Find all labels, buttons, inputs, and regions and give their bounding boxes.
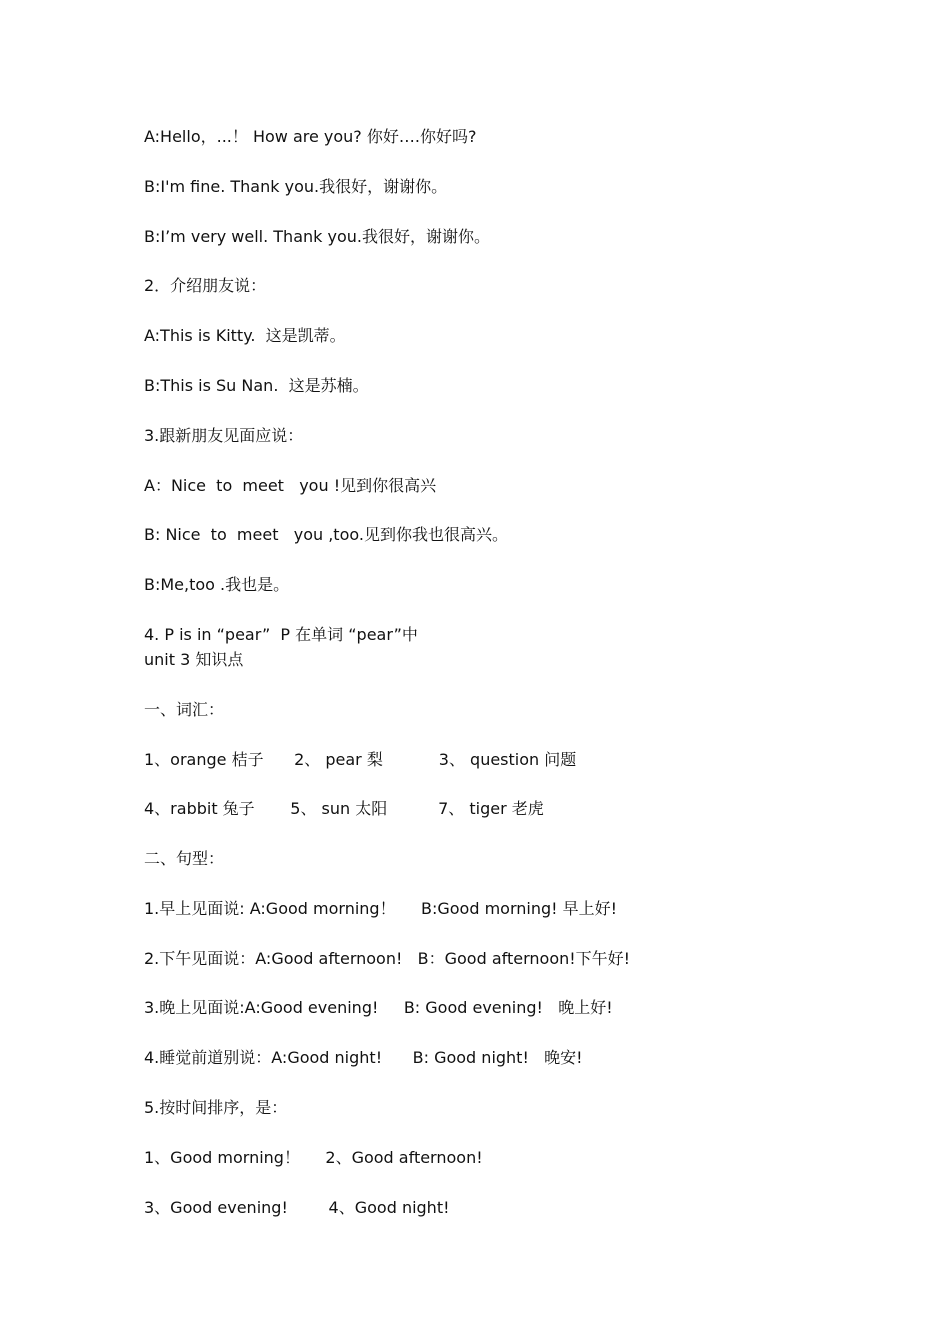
section-sentence-patterns: 二、句型： [144,849,225,868]
section-meet-new-friend: 3.跟新朋友见面应说： [144,426,304,445]
dialogue-nice-to-meet-you-too: B: Nice to meet you ,too.见到你我也很高兴。 [144,525,508,544]
sentence-good-morning: 1.早上见面说: A:Good morning！ B:Good morning! 早上好! [144,899,618,918]
dialogue-this-is-kitty: A:This is Kitty. 这是凯蒂。 [144,326,346,345]
section-introduce-friend: 2．介绍朋友说： [144,276,267,295]
dialogue-answer-very-well: B:I’m very well. Thank you.我很好，谢谢你。 [144,227,490,246]
sentence-good-evening: 3.晚上见面说:A:Good evening! B: Good evening! 晚上好! [144,998,613,1017]
unit-3-heading: unit 3 知识点 [144,650,244,669]
dialogue-answer-fine: B:I'm fine. Thank you.我很好，谢谢你。 [144,177,448,196]
sentence-good-afternoon: 2.下午见面说：A:Good afternoon! B：Good afternoon!下午好! [144,949,631,968]
time-order-row-1: 1、Good morning！ 2、Good afternoon! [144,1148,483,1167]
dialogue-this-is-su-nan: B:This is Su Nan. 这是苏楠。 [144,376,369,395]
sentence-good-night: 4.睡觉前道别说：A:Good night! B: Good night! 晚安! [144,1048,583,1067]
dialogue-greeting-question: A:Hello，...！ How are you? 你好….你好吗? [144,127,477,146]
dialogue-nice-to-meet-you: A：Nice to meet you !见到你很高兴 [144,476,437,495]
phonics-p-in-pear: 4. P is in “pear” P 在单词 “pear”中 [144,625,418,644]
vocabulary-row-2: 4、rabbit 兔子 5、 sun 太阳 7、 tiger 老虎 [144,799,544,818]
vocabulary-row-1: 1、orange 桔子 2、 pear 梨 3、 question 问题 [144,750,577,769]
section-vocabulary: 一、词汇： [144,700,225,719]
time-order-row-2: 3、Good evening! 4、Good night! [144,1198,450,1217]
section-time-order: 5.按时间排序，是： [144,1098,288,1117]
dialogue-me-too: B:Me,too .我也是。 [144,575,290,594]
